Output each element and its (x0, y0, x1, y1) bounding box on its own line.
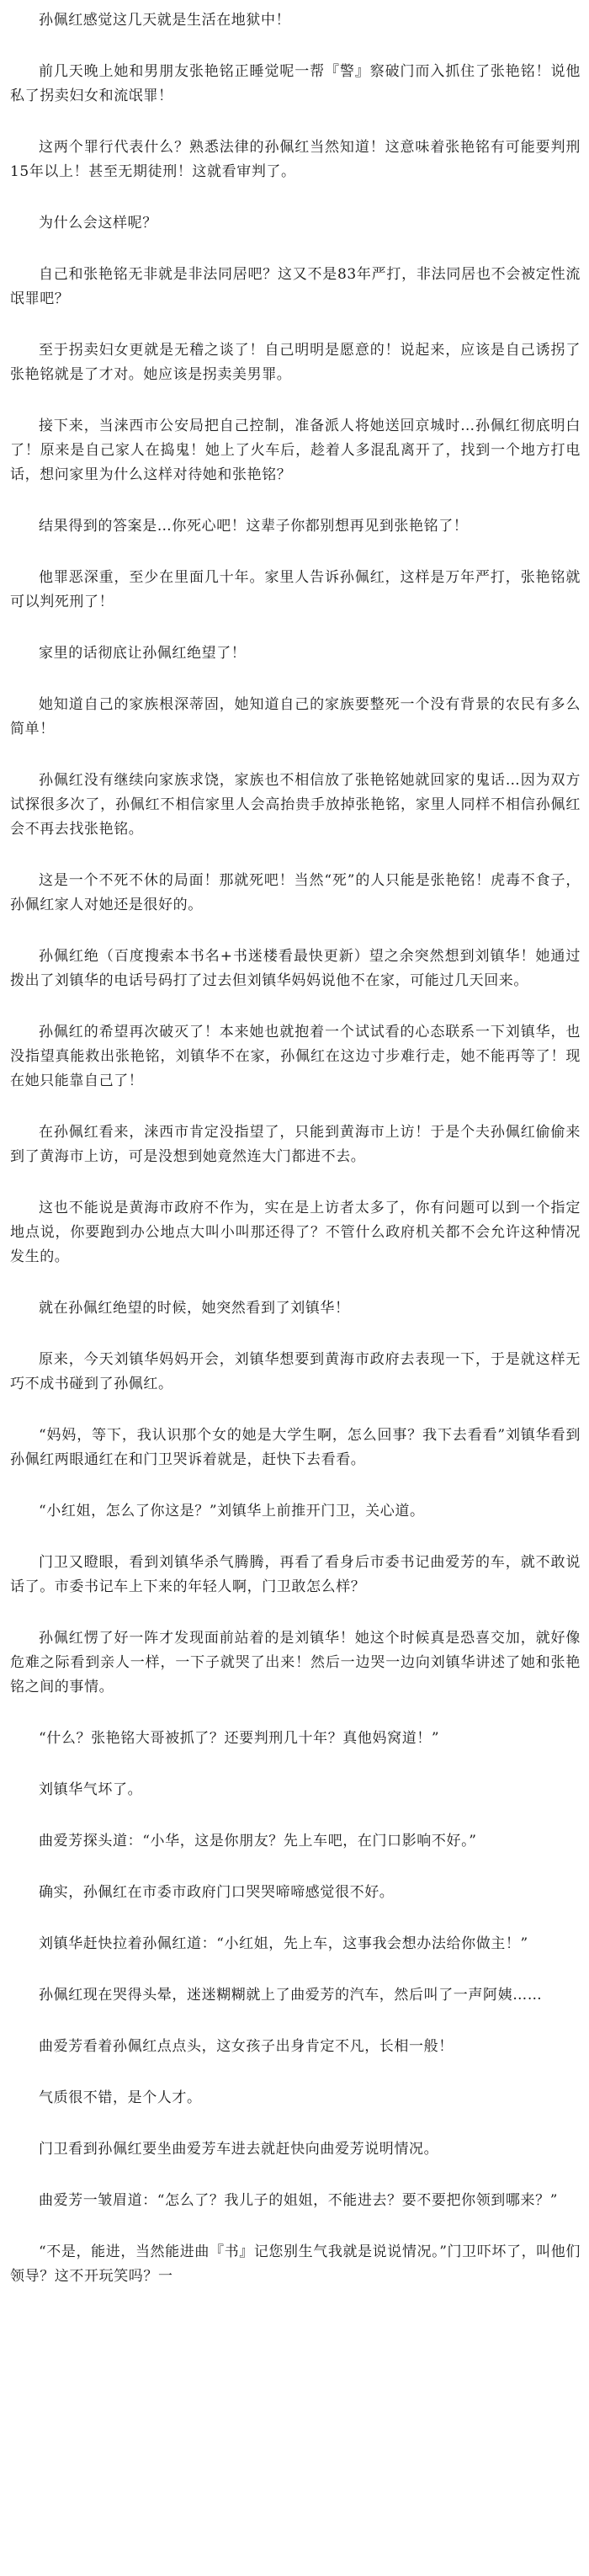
paragraph: 孙佩红没有继续向家族求饶，家族也不相信放了张艳铭她就回家的鬼话…因为双方试探很多次了，孙佩红不相信家里人会高抬贵手放掉张艳铭，家里人同样不相信孙佩红会不再去找张艳铭。 (10, 772, 581, 838)
paragraph: 自己和张艳铭无非就是非法同居吧？这又不是83年严打，非法同居也不会被定性流氓罪吧？ (10, 266, 581, 307)
paragraph: 为什么会这样呢？ (39, 215, 157, 232)
paragraph: 确实，孙佩红在市委市政府门口哭哭啼啼感觉很不好。 (39, 1884, 395, 1901)
paragraph: “什么？张艳铭大哥被抓了？还要判刑几十年？真他妈窝道！” (39, 1730, 440, 1747)
paragraph: 孙佩红感觉这几天就是生活在地狱中！ (39, 12, 291, 29)
paragraph: 这是一个不死不休的局面！那就死吧！当然“死”的人只能是张艳铭！虎毒不食子，孙佩红家人对她还是很好的。 (10, 872, 581, 913)
paragraph: 结果得到的答案是…你死心吧！这辈子你都别想再见到张艳铭了！ (39, 518, 469, 535)
paragraph: 这也不能说是黄海市政府不作为，实在是上访者太多了，你有问题可以到一个指定地点说，你要跑到办公地点大叫小叫那还得了？不管什么政府机关都不会允许这种情况发生的。 (10, 1200, 581, 1265)
paragraph: 孙佩红现在哭得头晕，迷迷糊糊就上了曲爱芳的汽车，然后叫了一声阿姨…… (39, 1987, 543, 2004)
paragraph: 门卫看到孙佩红要坐曲爱芳车进去就赶快向曲爱芳说明情况。 (39, 2141, 439, 2158)
paragraph: 曲爱芳探头道：“小华，这是你朋友？先上车吧，在门口影响不好。” (39, 1833, 477, 1850)
paragraph: 曲爱芳看着孙佩红点点头，这女孩子出身肯定不凡，长相一般！ (39, 2038, 454, 2055)
paragraph: “不是，能进，当然能进曲『书』记您别生气我就是说说情况。”门卫吓坏了，叫他们领导？这不开玩笑吗？一 (10, 2243, 581, 2285)
paragraph: 就在孙佩红绝望的时候，她突然看到了刘镇华！ (39, 1300, 350, 1317)
paragraph: “小红姐，怎么了你这是？”刘镇华上前推开门卫，关心道。 (39, 1503, 425, 1520)
paragraph: 家里的话彻底让孙佩红绝望了！ (39, 645, 247, 662)
paragraph: 他罪恶深重，至少在里面几十年。家里人告诉孙佩红，这样是万年严打，张艳铭就可以判死刑了！ (10, 569, 581, 610)
paragraph: 气质很不错，是个人才。 (39, 2089, 202, 2106)
paragraph: 孙佩红愣了好一阵才发现面前站着的是刘镇华！她这个时候真是恐喜交加，就好像危难之际看到亲人一样，一下子就哭了出来！然后一边哭一边向刘镇华讲述了她和张艳铭之间的事情。 (10, 1630, 581, 1695)
paragraph: 刘镇华气坏了。 (39, 1781, 143, 1798)
paragraph: 至于拐卖妇女更就是无稽之谈了！自己明明是愿意的！说起来，应该是自己诱拐了张艳铭就是了才对。她应该是拐卖美男罪。 (10, 342, 581, 383)
paragraph: 门卫又瞪眼，看到刘镇华杀气腾腾，再看了看身后市委书记曲爱芳的车，就不敢说话了。市委书记车上下来的年轻人啊，门卫敢怎么样？ (10, 1554, 581, 1595)
paragraph: 刘镇华赶快拉着孙佩红道：“小红姐，先上车，这事我会想办法给你做主！” (39, 1935, 528, 1952)
paragraph: 接下来，当涞西市公安局把自己控制，准备派人将她送回京城时…孙佩红彻底明白了！原来是自己家人在捣鬼！她上了火车后，趁着人多混乱离开了，找到一个地方打电话，想问家里为什么这样对待她和张艳铭？ (10, 418, 581, 483)
paragraph: 原来，今天刘镇华妈妈开会，刘镇华想要到黄海市政府去表现一下，于是就这样无巧不成书碰到了孙佩红。 (10, 1351, 581, 1392)
paragraph: “妈妈，等下，我认识那个女的她是大学生啊，怎么回事？我下去看看”刘镇华看到孙佩红两眼通红在和门卫哭诉着就是，赶快下去看看。 (10, 1427, 581, 1468)
paragraph: 孙佩红绝（百度搜索本书名+书迷楼看最快更新）望之余突然想到刘镇华！她通过拨出了刘镇华的电话号码打了过去但刘镇华妈妈说他不在家，可能过几天回来。 (10, 948, 581, 989)
paragraph: 孙佩红的希望再次破灭了！本来她也就抱着一个试试看的心态联系一下刘镇华，也没指望真能救出张艳铭，刘镇华不在家，孙佩红在这边寸步难行走，她不能再等了！现在她只能靠自己了！ (10, 1024, 581, 1089)
paragraph: 这两个罪行代表什么？熟悉法律的孙佩红当然知道！这意味着张艳铭有可能要判刑15年以上！甚至无期徒刑！这就看审判了。 (10, 139, 581, 180)
paragraph: 在孙佩红看来，涞西市肯定没指望了，只能到黄海市上访！于是个夫孙佩红偷偷来到了黄海市上访，可是没想到她竟然连大门都进不去。 (10, 1124, 581, 1165)
paragraph: 曲爱芳一皱眉道：“怎么了？我儿子的姐姐，不能进去？要不要把你领到哪来？” (39, 2192, 558, 2209)
paragraph: 前几天晚上她和男朋友张艳铭正睡觉呢一帮『警』察破门而入抓住了张艳铭！说他私了拐卖妇女和流氓罪！ (10, 63, 581, 104)
paragraph: 她知道自己的家族根深蒂固，她知道自己的家族要整死一个没有背景的农民有多么简单！ (10, 696, 581, 737)
